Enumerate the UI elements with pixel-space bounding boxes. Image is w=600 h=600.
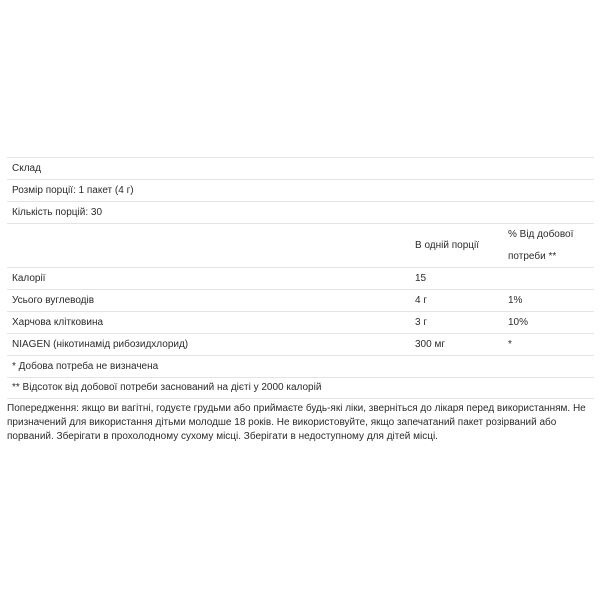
nutrient-name: Харчова клітковина xyxy=(12,316,104,328)
supplement-facts-table xyxy=(7,157,594,399)
servings-count: Кількість порцій: 30 xyxy=(12,206,103,218)
warning-text: Попередження: якщо ви вагітні, годуєте грудьми або приймаєте будь-які ліки, зверніться до лікаря перед використанням. Не призначений для використання дітьми молодше 18 років. Не використовуйте, якщо запечатаний пакет розірваний або порваний. Зберігати в прохолодному сухому місці. Зберігати в недоступному для дітей місці. xyxy=(7,403,586,442)
footnote-not-established: * Добова потреба не визначена xyxy=(12,360,159,372)
footnote-daily-value-basis: ** Відсоток від добової потреби заснований на дієті у 2000 калорій xyxy=(12,382,322,393)
nutrient-amount: 4 г xyxy=(415,294,427,306)
table-row-servings-count xyxy=(7,201,594,223)
table-row xyxy=(7,289,594,311)
nutrient-daily-value: 1% xyxy=(508,294,523,306)
nutrient-daily-value: * xyxy=(508,338,512,350)
header-daily-value-line2: потреби ** xyxy=(508,250,557,262)
serving-size: Розмір порції: 1 пакет (4 г) xyxy=(12,184,134,196)
nutrient-amount: 15 xyxy=(415,272,427,284)
nutrient-amount: 300 мг xyxy=(415,338,445,350)
header-name-column xyxy=(7,224,410,267)
table-row-footnote-1 xyxy=(7,355,594,377)
table-row xyxy=(7,333,594,355)
table-title: Склад xyxy=(12,162,41,174)
header-daily-value xyxy=(503,224,594,267)
nutrient-name: Калорії xyxy=(12,272,46,284)
table-row xyxy=(7,311,594,333)
header-per-serving: В одній порції xyxy=(415,239,479,251)
nutrient-daily-value: 10% xyxy=(508,316,529,328)
nutrient-daily-value xyxy=(503,268,594,289)
table-row-footnote-2 xyxy=(7,377,594,399)
table-row-serving-size xyxy=(7,179,594,201)
nutrient-name: NIAGEN (нікотинамід рибозидхлорид) xyxy=(12,338,189,350)
header-daily-value-line1: % Від добової xyxy=(508,228,574,240)
table-row-title xyxy=(7,157,594,179)
table-row xyxy=(7,267,594,289)
nutrient-amount: 3 г xyxy=(415,316,427,328)
table-header-row xyxy=(7,223,594,267)
nutrient-name: Усього вуглеводів xyxy=(12,294,95,306)
